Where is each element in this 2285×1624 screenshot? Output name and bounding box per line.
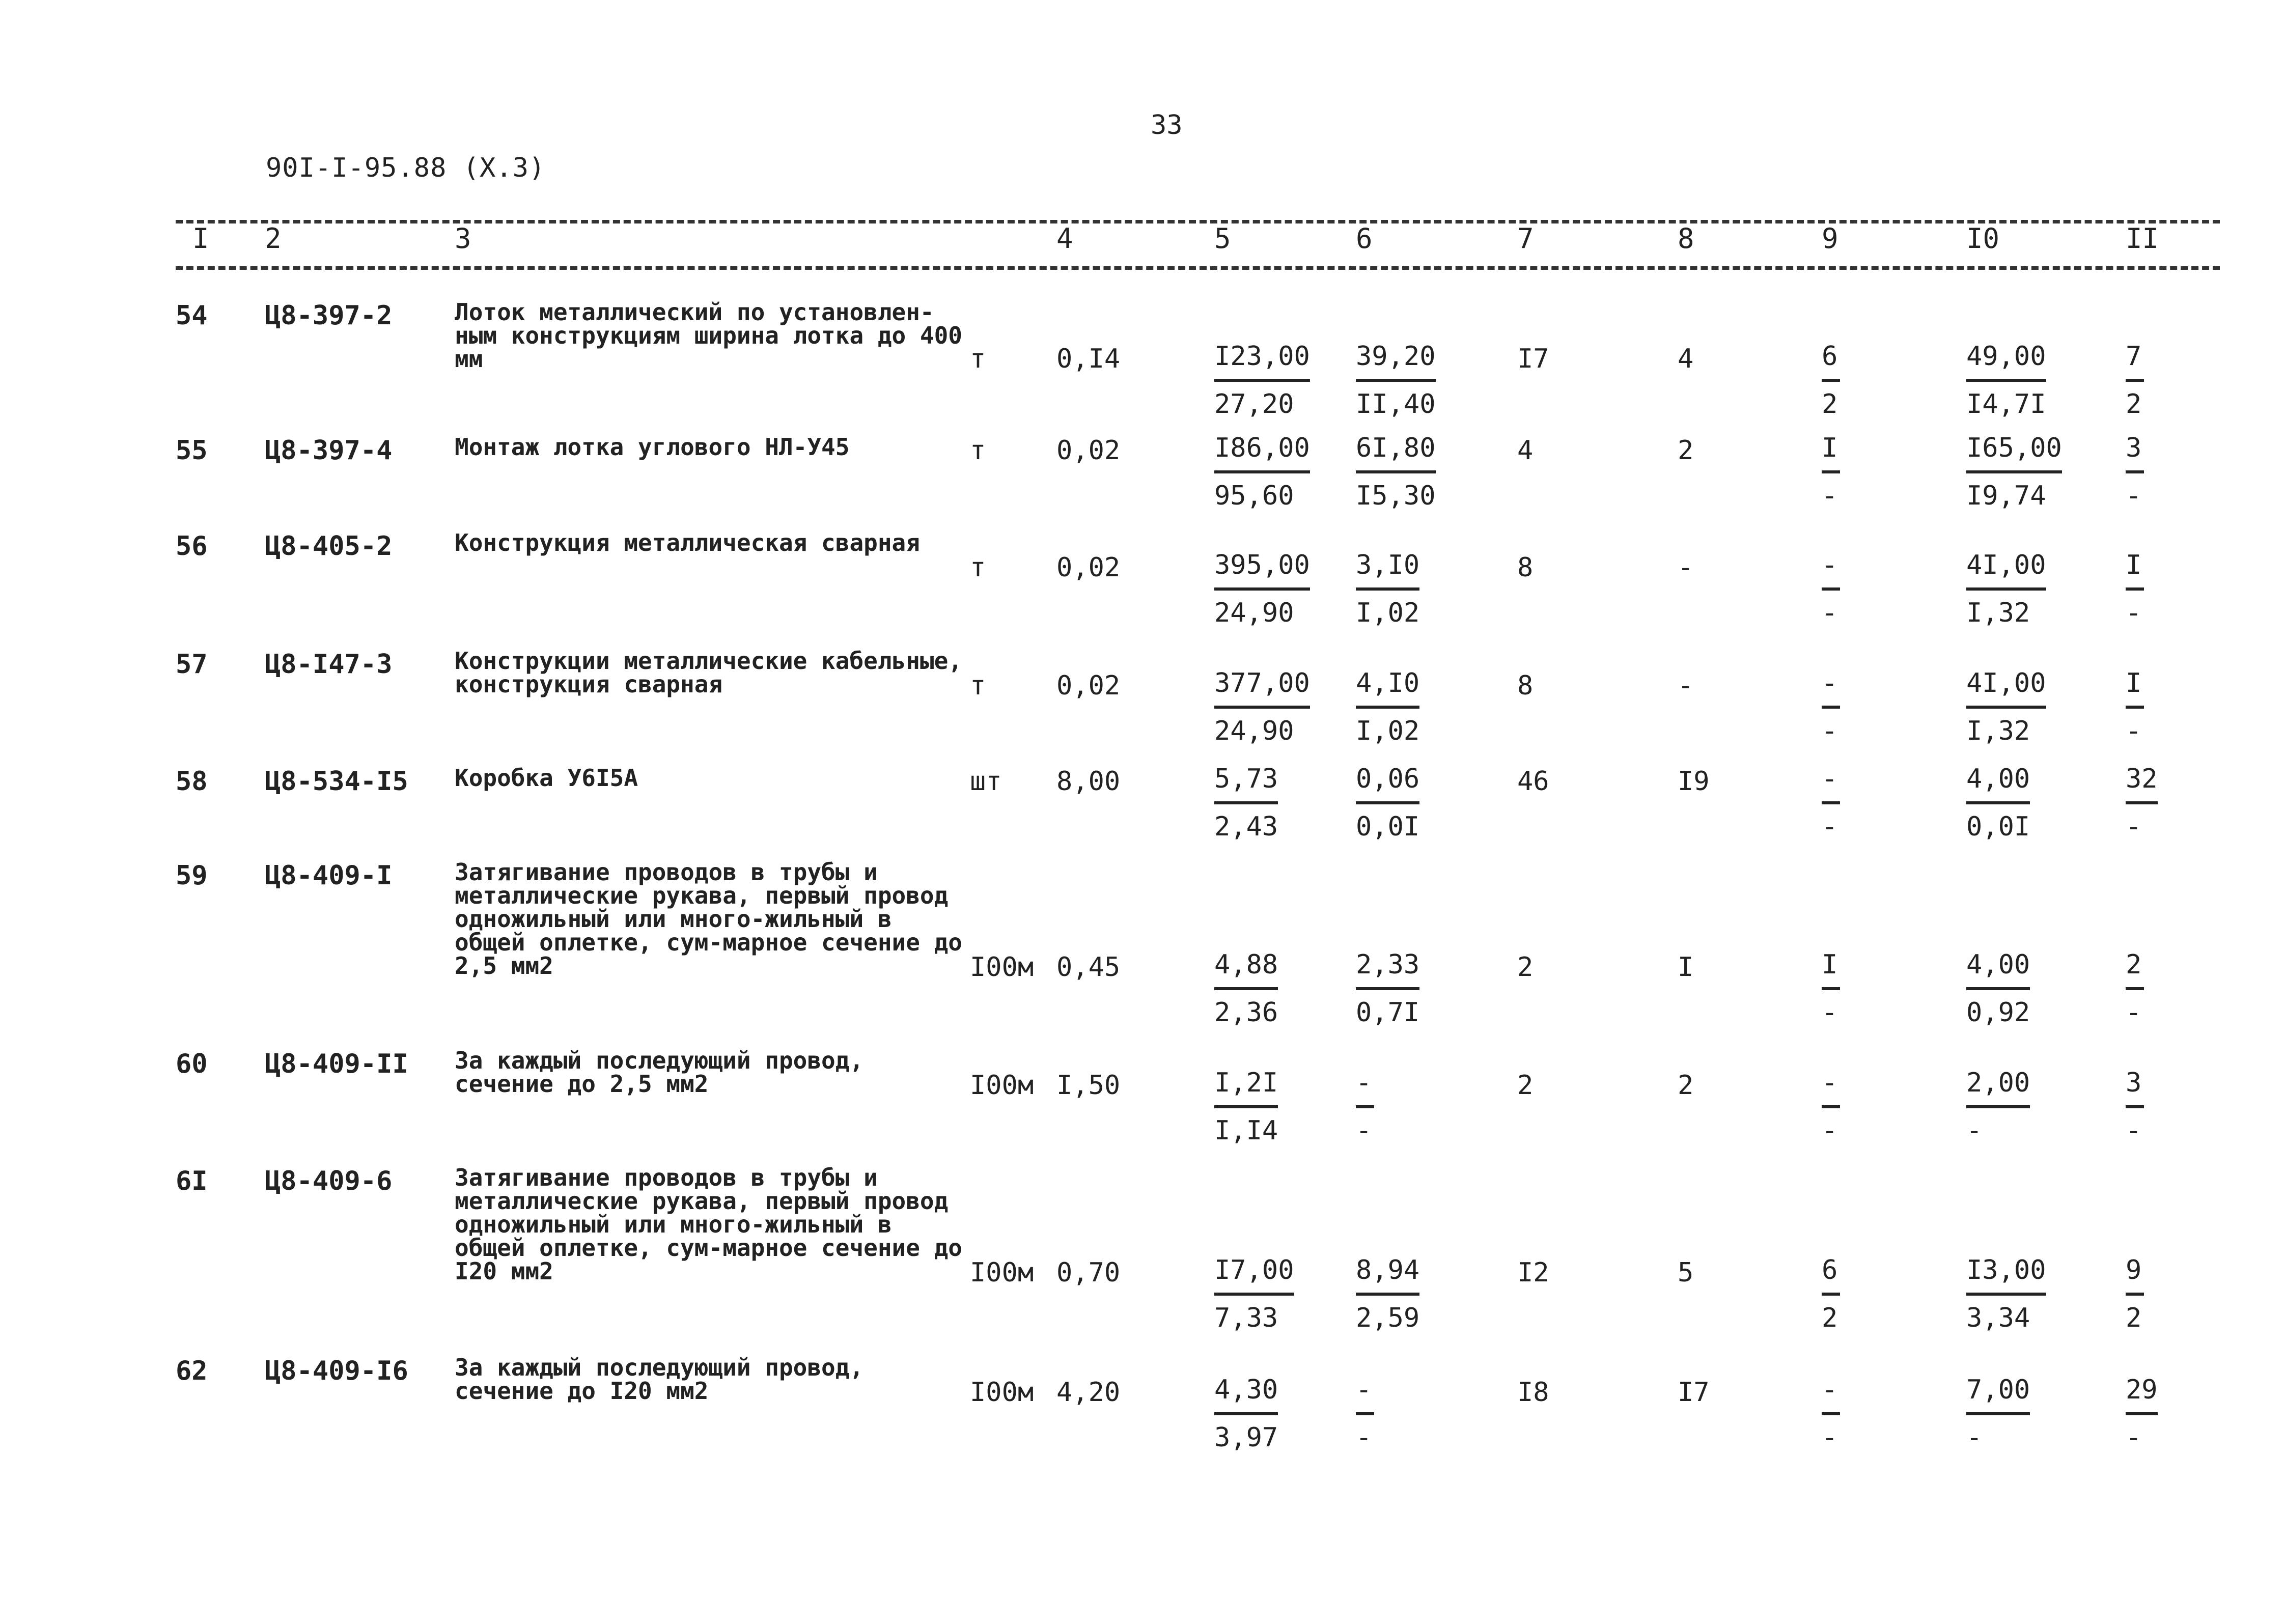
col11-numerator: 32 <box>2126 764 2158 804</box>
col6-fraction <box>1356 1068 1374 1146</box>
col5-fraction <box>1214 1068 1278 1146</box>
work-description: Лоток металлический по установлен-ным конструкциям ширина лотка до 400 мм <box>455 298 962 373</box>
col11-fraction <box>2126 764 2158 842</box>
col11-fraction <box>2126 433 2144 511</box>
quantity: I,50 <box>1056 1070 1121 1101</box>
col10-fraction <box>1966 341 2046 419</box>
col7-value: 2 <box>1517 1070 1534 1101</box>
col5-denominator: 7,33 <box>1214 1303 1278 1333</box>
col5-denominator: 2,36 <box>1214 997 1278 1028</box>
column-header-6: 6 <box>1356 222 1373 255</box>
col7-value: 8 <box>1517 670 1534 701</box>
quantity: 8,00 <box>1056 766 1121 797</box>
column-header-9: 9 <box>1822 222 1838 255</box>
col10-denominator: 0,0I <box>1966 811 2030 842</box>
col11-fraction <box>2126 1375 2158 1453</box>
col10-fraction <box>1966 433 2062 511</box>
column-header-2: 2 <box>265 222 282 255</box>
rate-code: Ц8-534-I5 <box>265 766 408 797</box>
rate-code: Ц8-397-2 <box>265 300 393 331</box>
unit-of-measure: шт <box>970 766 1002 797</box>
col7-value: 4 <box>1517 435 1534 466</box>
col9-fraction <box>1822 550 1840 628</box>
rate-code: Ц8-409-I <box>265 860 393 891</box>
col5-fraction <box>1214 341 1310 419</box>
col11-fraction <box>2126 1068 2144 1146</box>
col8-value: I <box>1678 952 1694 983</box>
col9-denominator: 2 <box>1822 389 1838 419</box>
col9-denominator: - <box>1822 1115 1838 1146</box>
col6-numerator: 39,20 <box>1356 341 1436 382</box>
col9-fraction <box>1822 433 1840 511</box>
col9-denominator: - <box>1822 481 1838 511</box>
rate-code: Ц8-409-II <box>265 1049 408 1079</box>
rate-code: Ц8-I47-3 <box>265 649 393 680</box>
col9-numerator: - <box>1822 1068 1840 1108</box>
column-header-7: 7 <box>1517 222 1534 255</box>
col11-denominator: - <box>2126 1115 2142 1146</box>
col10-numerator: 7,00 <box>1966 1375 2030 1415</box>
col10-numerator: 4,00 <box>1966 764 2030 804</box>
col11-denominator: - <box>2126 716 2142 746</box>
col9-denominator: - <box>1822 1422 1838 1453</box>
unit-of-measure: т <box>970 552 986 583</box>
unit-of-measure: т <box>970 670 986 701</box>
work-description: Конструкция металлическая сварная <box>455 529 920 556</box>
col5-numerator: 4,88 <box>1214 949 1278 990</box>
col11-numerator: 3 <box>2126 1068 2144 1108</box>
col6-denominator: - <box>1356 1115 1372 1146</box>
col9-fraction <box>1822 949 1840 1028</box>
col10-numerator: I3,00 <box>1966 1255 2046 1296</box>
col8-value: - <box>1678 552 1694 583</box>
col9-numerator: - <box>1822 668 1840 709</box>
col10-numerator: 49,00 <box>1966 341 2046 382</box>
col6-numerator: - <box>1356 1375 1374 1415</box>
row-number: 60 <box>176 1049 208 1079</box>
quantity: 0,I4 <box>1056 344 1121 374</box>
col7-value: 2 <box>1517 952 1534 983</box>
col6-denominator: I,02 <box>1356 598 1420 628</box>
col11-denominator: - <box>2126 481 2142 511</box>
row-number: 58 <box>176 766 208 797</box>
column-header-5: 5 <box>1214 222 1231 255</box>
rate-code: Ц8-405-2 <box>265 531 393 562</box>
work-description: Конструкции металлические кабельные, конструкция сварная <box>455 647 962 698</box>
col11-denominator: 2 <box>2126 1303 2142 1333</box>
col11-denominator: - <box>2126 598 2142 628</box>
col6-fraction <box>1356 1375 1374 1453</box>
col11-denominator: - <box>2126 811 2142 842</box>
col11-numerator: 29 <box>2126 1375 2158 1415</box>
col10-denominator: 0,92 <box>1966 997 2030 1028</box>
quantity: 0,02 <box>1056 435 1121 466</box>
col8-value: 2 <box>1678 435 1694 466</box>
col10-denominator: 3,34 <box>1966 1303 2030 1333</box>
col11-fraction <box>2126 1255 2144 1333</box>
col10-denominator: I,32 <box>1966 598 2030 628</box>
column-header-4: 4 <box>1056 222 1073 255</box>
col9-denominator: - <box>1822 997 1838 1028</box>
col9-denominator: - <box>1822 811 1838 842</box>
col6-numerator: 2,33 <box>1356 949 1419 990</box>
column-header-10: I0 <box>1966 222 2000 255</box>
col6-numerator: 6I,80 <box>1356 433 1436 473</box>
col5-denominator: 24,90 <box>1214 598 1294 628</box>
col6-fraction <box>1356 764 1419 842</box>
col9-numerator: - <box>1822 1375 1840 1415</box>
col7-value: 46 <box>1517 766 1549 797</box>
col9-fraction <box>1822 764 1840 842</box>
unit-of-measure: I00м <box>970 1377 1034 1408</box>
unit-of-measure: т <box>970 344 986 374</box>
col11-fraction <box>2126 550 2144 628</box>
col6-fraction <box>1356 949 1419 1028</box>
col11-fraction <box>2126 668 2144 746</box>
work-description: Затягивание проводов в трубы и металлические рукава, первый провод одножильный или много-жильный в общей оплетке, сум-марное сечение до 2,5 мм2 <box>455 858 962 979</box>
col6-numerator: 3,I0 <box>1356 550 1419 591</box>
rate-code: Ц8-409-6 <box>265 1166 393 1196</box>
header-bottom-rule <box>176 266 2220 270</box>
quantity: 0,02 <box>1056 552 1121 583</box>
work-description: За каждый последующий провод, сечение до 2,5 мм2 <box>455 1047 864 1098</box>
row-number: 6I <box>176 1166 208 1196</box>
unit-of-measure: I00м <box>970 1070 1034 1101</box>
work-description: Затягивание проводов в трубы и металлические рукава, первый провод одножильный или много-жильный в общей оплетке, сум-марное сечение до I20 мм2 <box>455 1164 962 1285</box>
col10-fraction <box>1966 550 2046 628</box>
col6-denominator: 0,7I <box>1356 997 1420 1028</box>
col5-fraction <box>1214 1375 1278 1453</box>
col10-denominator: I4,7I <box>1966 389 2046 419</box>
column-header-11: II <box>2126 222 2159 255</box>
row-number: 56 <box>176 531 208 562</box>
col11-numerator: 9 <box>2126 1255 2144 1296</box>
col7-value: I7 <box>1517 344 1549 374</box>
unit-of-measure: I00м <box>970 952 1034 983</box>
col9-denominator: - <box>1822 716 1838 746</box>
col7-value: I8 <box>1517 1377 1549 1408</box>
col11-numerator: I <box>2126 550 2144 591</box>
quantity: 0,45 <box>1056 952 1121 983</box>
col6-fraction <box>1356 668 1419 746</box>
quantity: 0,70 <box>1056 1257 1121 1288</box>
col6-denominator: 0,0I <box>1356 811 1420 842</box>
col9-fraction <box>1822 1068 1840 1146</box>
column-header-1: I <box>192 222 209 255</box>
col9-numerator: I <box>1822 433 1840 473</box>
col6-numerator: 4,I0 <box>1356 668 1419 709</box>
col8-value: I9 <box>1678 766 1710 797</box>
col9-numerator: 6 <box>1822 1255 1840 1296</box>
column-header-3: 3 <box>455 222 471 255</box>
col10-numerator: 4I,00 <box>1966 668 2046 709</box>
col5-fraction <box>1214 1255 1294 1333</box>
unit-of-measure: I00м <box>970 1257 1034 1288</box>
col8-value: I7 <box>1678 1377 1710 1408</box>
col9-fraction <box>1822 1255 1840 1333</box>
col5-numerator: I7,00 <box>1214 1255 1294 1296</box>
row-number: 62 <box>176 1356 208 1386</box>
row-number: 59 <box>176 860 208 891</box>
rate-code: Ц8-409-I6 <box>265 1356 408 1386</box>
col5-fraction <box>1214 550 1310 628</box>
col6-numerator: 0,06 <box>1356 764 1419 804</box>
col9-denominator: - <box>1822 598 1838 628</box>
col10-fraction <box>1966 668 2046 746</box>
col5-numerator: I23,00 <box>1214 341 1310 382</box>
col10-numerator: 4,00 <box>1966 949 2030 990</box>
col11-numerator: 3 <box>2126 433 2144 473</box>
col9-numerator: - <box>1822 550 1840 591</box>
col6-fraction <box>1356 1255 1419 1333</box>
col10-numerator: I65,00 <box>1966 433 2062 473</box>
row-number: 57 <box>176 649 208 680</box>
unit-of-measure: т <box>970 435 986 466</box>
col8-value: 2 <box>1678 1070 1694 1101</box>
quantity: 0,02 <box>1056 670 1121 701</box>
col10-fraction <box>1966 1255 2046 1333</box>
col10-denominator: - <box>1966 1422 1983 1453</box>
col9-numerator: I <box>1822 949 1840 990</box>
col5-fraction <box>1214 433 1310 511</box>
col10-numerator: 2,00 <box>1966 1068 2030 1108</box>
col6-numerator: - <box>1356 1068 1374 1108</box>
col5-fraction <box>1214 949 1278 1028</box>
document-code: 90I-I-95.88 (X.3) <box>266 153 546 183</box>
row-number: 55 <box>176 435 208 466</box>
page-number: 33 <box>1151 110 1183 141</box>
header-top-rule <box>176 220 2220 223</box>
col11-numerator: I <box>2126 668 2144 709</box>
col9-denominator: 2 <box>1822 1303 1838 1333</box>
col11-numerator: 2 <box>2126 949 2144 990</box>
col6-fraction <box>1356 550 1419 628</box>
col8-value: 5 <box>1678 1257 1694 1288</box>
col5-fraction <box>1214 764 1278 842</box>
col6-denominator: I,02 <box>1356 716 1420 746</box>
column-header-8: 8 <box>1678 222 1694 255</box>
col11-denominator: - <box>2126 997 2142 1028</box>
col6-fraction <box>1356 433 1436 511</box>
col11-fraction <box>2126 341 2144 419</box>
col6-numerator: 8,94 <box>1356 1255 1419 1296</box>
col9-numerator: 6 <box>1822 341 1840 382</box>
col9-fraction <box>1822 341 1840 419</box>
col5-numerator: I,2I <box>1214 1068 1278 1108</box>
col5-numerator: 395,00 <box>1214 550 1310 591</box>
col5-numerator: 5,73 <box>1214 764 1278 804</box>
col10-fraction <box>1966 1375 2030 1453</box>
col6-fraction <box>1356 341 1436 419</box>
col5-denominator: 27,20 <box>1214 389 1294 419</box>
col10-fraction <box>1966 949 2030 1028</box>
col8-value: - <box>1678 670 1694 701</box>
work-description: За каждый последующий провод, сечение до I20 мм2 <box>455 1354 864 1405</box>
col9-numerator: - <box>1822 764 1840 804</box>
work-description: Монтаж лотка углового НЛ-У45 <box>455 433 850 461</box>
col7-value: 8 <box>1517 552 1534 583</box>
col10-denominator: I,32 <box>1966 716 2030 746</box>
col5-denominator: I,I4 <box>1214 1115 1278 1146</box>
row-number: 54 <box>176 300 208 331</box>
rate-code: Ц8-397-4 <box>265 435 393 466</box>
col6-denominator: I5,30 <box>1356 481 1436 511</box>
col10-fraction <box>1966 764 2030 842</box>
col11-denominator: - <box>2126 1422 2142 1453</box>
col6-denominator: - <box>1356 1422 1372 1453</box>
col11-numerator: 7 <box>2126 341 2144 382</box>
work-description: Коробка У6I5А <box>455 764 638 792</box>
col9-fraction <box>1822 668 1840 746</box>
col10-numerator: 4I,00 <box>1966 550 2046 591</box>
col5-denominator: 2,43 <box>1214 811 1278 842</box>
col9-fraction <box>1822 1375 1840 1453</box>
col5-denominator: 95,60 <box>1214 481 1294 511</box>
col10-denominator: I9,74 <box>1966 481 2046 511</box>
quantity: 4,20 <box>1056 1377 1121 1408</box>
col5-denominator: 24,90 <box>1214 716 1294 746</box>
col5-numerator: 377,00 <box>1214 668 1310 709</box>
col5-fraction <box>1214 668 1310 746</box>
col5-denominator: 3,97 <box>1214 1422 1278 1453</box>
col7-value: I2 <box>1517 1257 1549 1288</box>
col5-numerator: I86,00 <box>1214 433 1310 473</box>
col5-numerator: 4,30 <box>1214 1375 1278 1415</box>
col10-denominator: - <box>1966 1115 1983 1146</box>
col6-denominator: II,40 <box>1356 389 1436 419</box>
col8-value: 4 <box>1678 344 1694 374</box>
col11-denominator: 2 <box>2126 389 2142 419</box>
col11-fraction <box>2126 949 2144 1028</box>
col10-fraction <box>1966 1068 2030 1146</box>
col6-denominator: 2,59 <box>1356 1303 1420 1333</box>
